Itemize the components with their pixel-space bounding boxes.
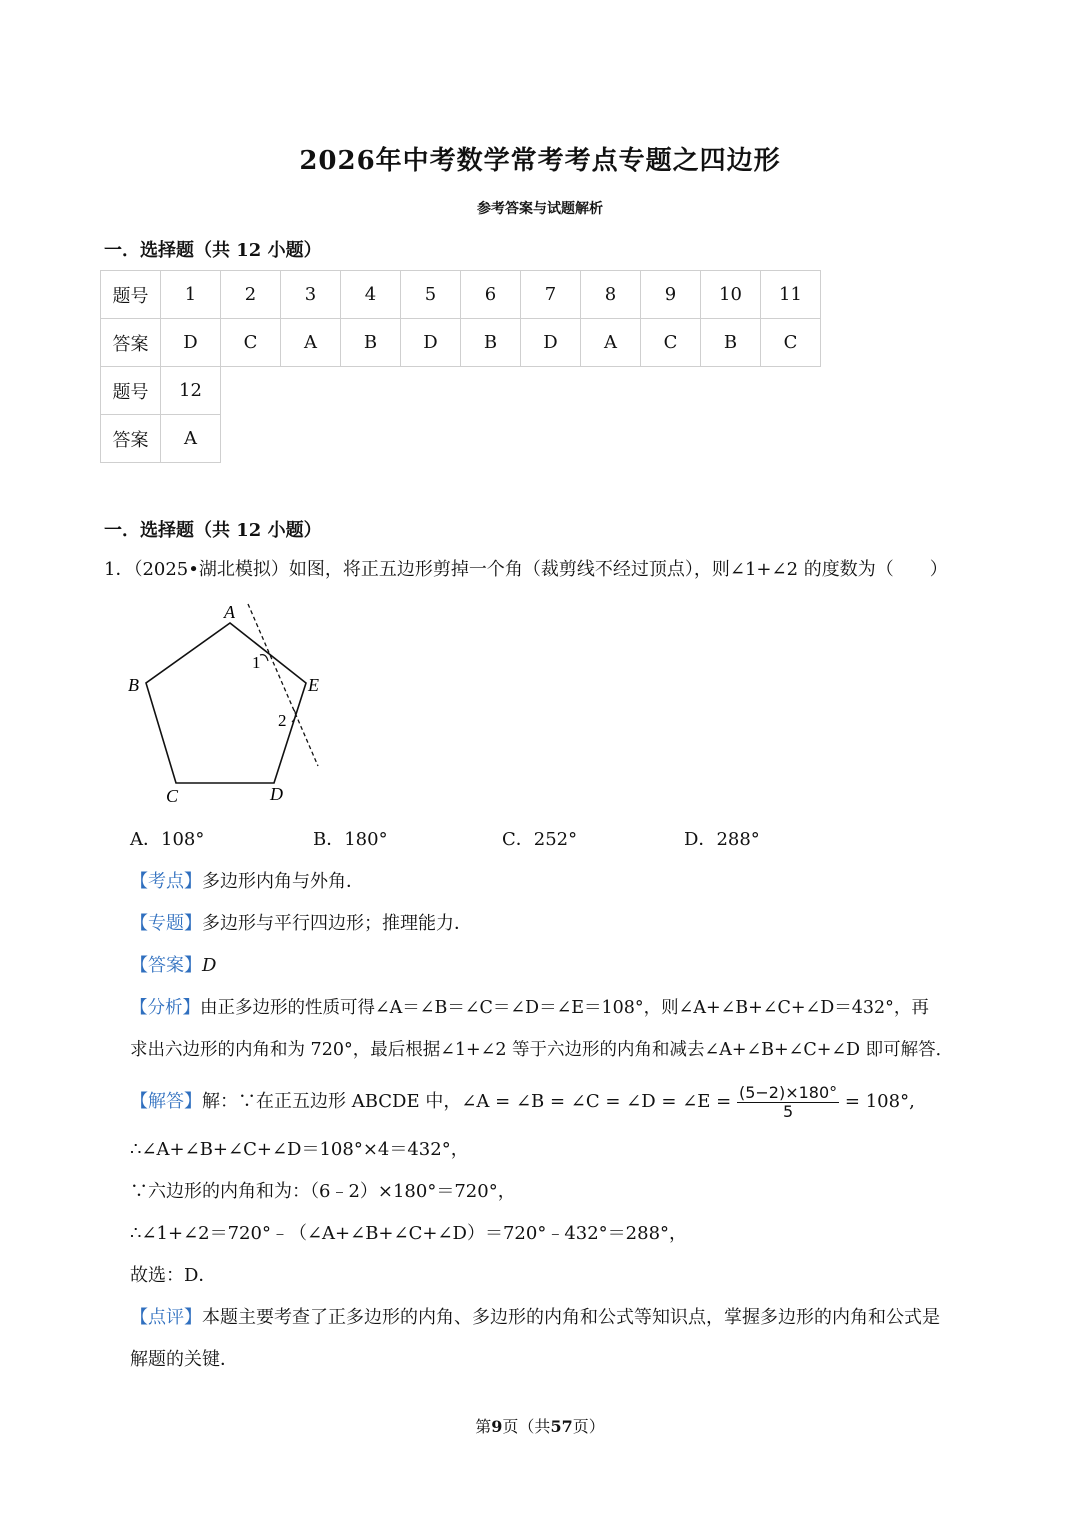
page-number: 9 (491, 1417, 503, 1436)
table-row (101, 367, 821, 415)
vertex-label-c: C (166, 786, 179, 806)
step-3: ∴∠1+∠2＝720°﹣（∠A+∠B+∠C+∠D）＝720°﹣432°＝288°， (130, 1223, 688, 1244)
kaodian-text: 多边形内角与外角． (202, 871, 364, 892)
table-cell: 12 (161, 367, 221, 415)
row-label: 题号 (101, 271, 161, 319)
page-total: 57 (550, 1417, 573, 1436)
zhuanti-line (130, 910, 472, 938)
table-row (101, 415, 821, 463)
dianping-line-2: 解题的关键． (130, 1349, 238, 1370)
option-a[interactable]: A．108° (130, 829, 205, 850)
zhuanti-text: 多边形与平行四边形；推理能力． (202, 913, 472, 934)
fraction-denominator: 5 (782, 1101, 794, 1121)
vertex-label-a: A (224, 602, 235, 622)
table-cell: B (341, 319, 401, 367)
table-cell: D (161, 319, 221, 367)
table-cell: C (761, 319, 821, 367)
question-stem (104, 556, 948, 584)
table-cell: 10 (701, 271, 761, 319)
table-cell: 2 (221, 271, 281, 319)
table-cell: A (281, 319, 341, 367)
table-cell: 8 (581, 271, 641, 319)
kaodian-line (130, 868, 364, 896)
table-cell: D (401, 319, 461, 367)
option-b[interactable]: B．180° (313, 829, 388, 850)
fraction-numerator: (5−2)×180° (738, 1082, 838, 1102)
zhuanti-tag: 【专题】 (130, 913, 202, 934)
jieda-tag: 【解答】 (130, 1091, 202, 1112)
fraction (737, 1084, 839, 1121)
table-cell: A (161, 415, 221, 463)
step-2: ∵六边形的内角和为：（6﹣2）×180°＝720°， (130, 1181, 516, 1202)
vertex-label-d: D (270, 784, 283, 804)
table-cell: 6 (461, 271, 521, 319)
dianping-line-1 (130, 1304, 940, 1332)
answer-table (100, 270, 821, 463)
table-cell: C (221, 319, 281, 367)
jieda-text: 解：∵在正五边形 ABCDE 中，∠A = ∠B = ∠C = ∠D = ∠E = (202, 1091, 732, 1112)
table-cell: A (581, 319, 641, 367)
fenxi-text-1: 由正多边形的性质可得∠A＝∠B＝∠C＝∠D＝∠E＝108°，则∠A+∠B+∠C+∠D＝432°，再 (200, 998, 929, 1018)
question-source: （2025•湖北模拟） (133, 559, 289, 580)
table-row (101, 271, 821, 319)
table-cell: C (641, 319, 701, 367)
option-d[interactable]: D．288° (684, 829, 760, 850)
table-cell: 11 (761, 271, 821, 319)
pentagon-shape (146, 623, 306, 783)
step-4: 故选：D． (130, 1265, 217, 1286)
fenxi-tag: 【分析】 (130, 998, 200, 1018)
table-cell: 3 (281, 271, 341, 319)
angle1-arc (260, 655, 268, 661)
dianping-tag: 【点评】 (130, 1307, 202, 1328)
daan-tag: 【答案】 (130, 955, 202, 976)
pentagon-figure (110, 598, 350, 813)
question-number: 1． (104, 559, 134, 580)
table-cell: D (521, 319, 581, 367)
table-cell: 1 (161, 271, 221, 319)
row-label: 题号 (101, 367, 161, 415)
angle2-label: 2 (278, 711, 287, 730)
page-subtitle: 参考答案与试题解析 (477, 201, 603, 217)
page-title: 2026年中考数学常考考点专题之四边形 (299, 146, 781, 176)
question-text: 如图，将正五边形剪掉一个角（裁剪线不经过顶点），则∠1+∠2 的度数为（ ） (288, 559, 948, 580)
daan-line (130, 952, 216, 980)
jieda-line (130, 1080, 915, 1124)
angle2-arc (292, 710, 296, 722)
table-cell: 9 (641, 271, 701, 319)
vertex-label-e: E (308, 675, 319, 695)
table-cell: 4 (341, 271, 401, 319)
fenxi-line-2: 求出六边形的内角和为 720°，最后根据∠1+∠2 等于六边形的内角和减去∠A+∠B+∠C+∠D 即可解答． (130, 1040, 954, 1060)
section-heading-1: 一．选择题（共 12 小题） (104, 240, 322, 261)
section-heading-2: 一．选择题（共 12 小题） (104, 520, 322, 541)
angle1-label: 1 (252, 653, 261, 672)
table-cell: B (701, 319, 761, 367)
vertex-label-b: B (128, 675, 139, 695)
fenxi-line-1 (130, 994, 929, 1022)
row-label: 答案 (101, 319, 161, 367)
table-cell: B (461, 319, 521, 367)
step-1: ∴∠A+∠B+∠C+∠D＝108°×4＝432°， (130, 1139, 469, 1160)
kaodian-tag: 【考点】 (130, 871, 202, 892)
dianping-text-1: 本题主要考查了正多边形的内角、多边形的内角和公式等知识点，掌握多边形的内角和公式是 (202, 1307, 940, 1328)
table-row (101, 319, 821, 367)
table-cell: 5 (401, 271, 461, 319)
table-cell: 7 (521, 271, 581, 319)
row-label: 答案 (101, 415, 161, 463)
option-c[interactable]: C．252° (502, 829, 578, 850)
page-footer: 第9页（共57页） (475, 1417, 605, 1436)
daan-text: D (202, 955, 217, 976)
jieda-tail: = 108°, (844, 1091, 915, 1112)
